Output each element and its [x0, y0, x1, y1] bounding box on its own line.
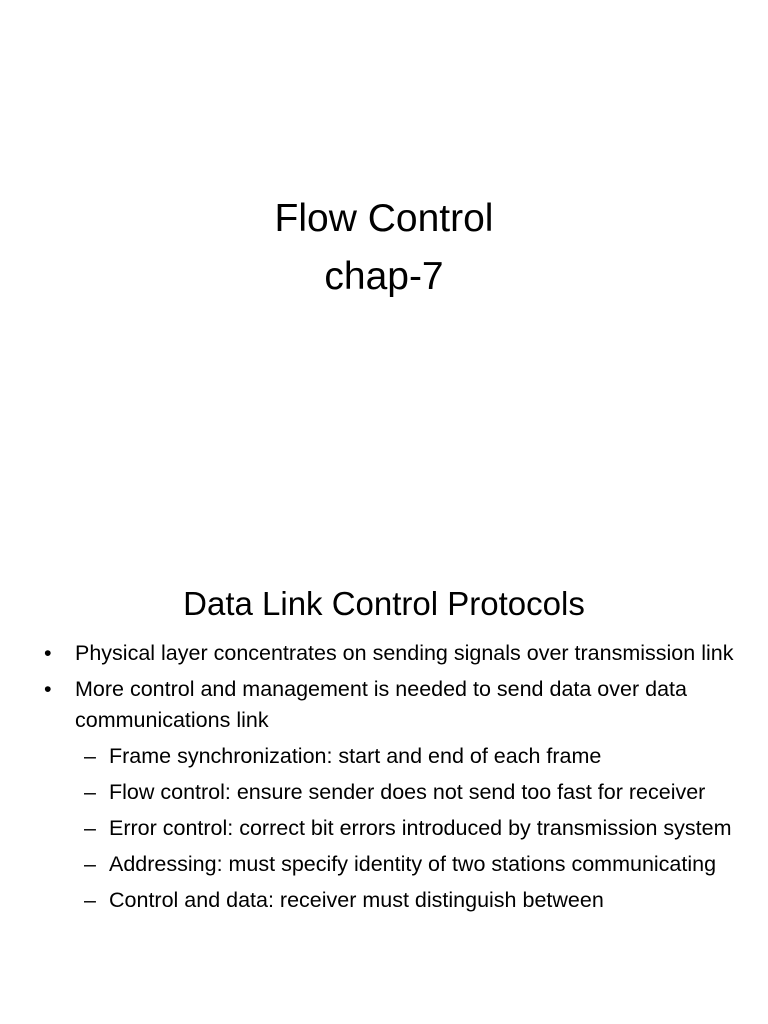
list-item-text: More control and management is needed to send data over data communications link [75, 677, 687, 732]
list-item-text: Control and data: receiver must distinguish between [109, 888, 604, 912]
list-item [44, 777, 744, 808]
dash-icon: – [84, 780, 96, 804]
list-item [44, 741, 744, 772]
list-item [44, 674, 744, 736]
list-item-text: Flow control: ensure sender does not send too fast for receiver [109, 780, 706, 804]
title-line-2: chap-7 [324, 255, 444, 298]
bullet-list [44, 638, 744, 921]
title-line-1: Flow Control [274, 197, 494, 240]
list-item [44, 638, 744, 669]
bullet-icon: • [44, 641, 52, 665]
list-item [44, 849, 744, 880]
list-item [44, 813, 744, 844]
list-item-text: Error control: correct bit errors introduced by transmission system [109, 816, 732, 840]
list-item-text: Addressing: must specify identity of two stations communicating [109, 852, 717, 876]
slide-title-block [0, 190, 768, 306]
dash-icon: – [84, 816, 96, 840]
slide-data-link-protocols [0, 560, 768, 1024]
dash-icon: – [84, 744, 96, 768]
dash-icon: – [84, 888, 96, 912]
slide-heading: Data Link Control Protocols [183, 585, 585, 622]
list-item-text: Physical layer concentrates on sending signals over transmission link [75, 641, 734, 665]
dash-icon: – [84, 852, 96, 876]
bullet-icon: • [44, 677, 52, 701]
list-item [44, 885, 744, 916]
list-item-text: Frame synchronization: start and end of each frame [109, 744, 602, 768]
